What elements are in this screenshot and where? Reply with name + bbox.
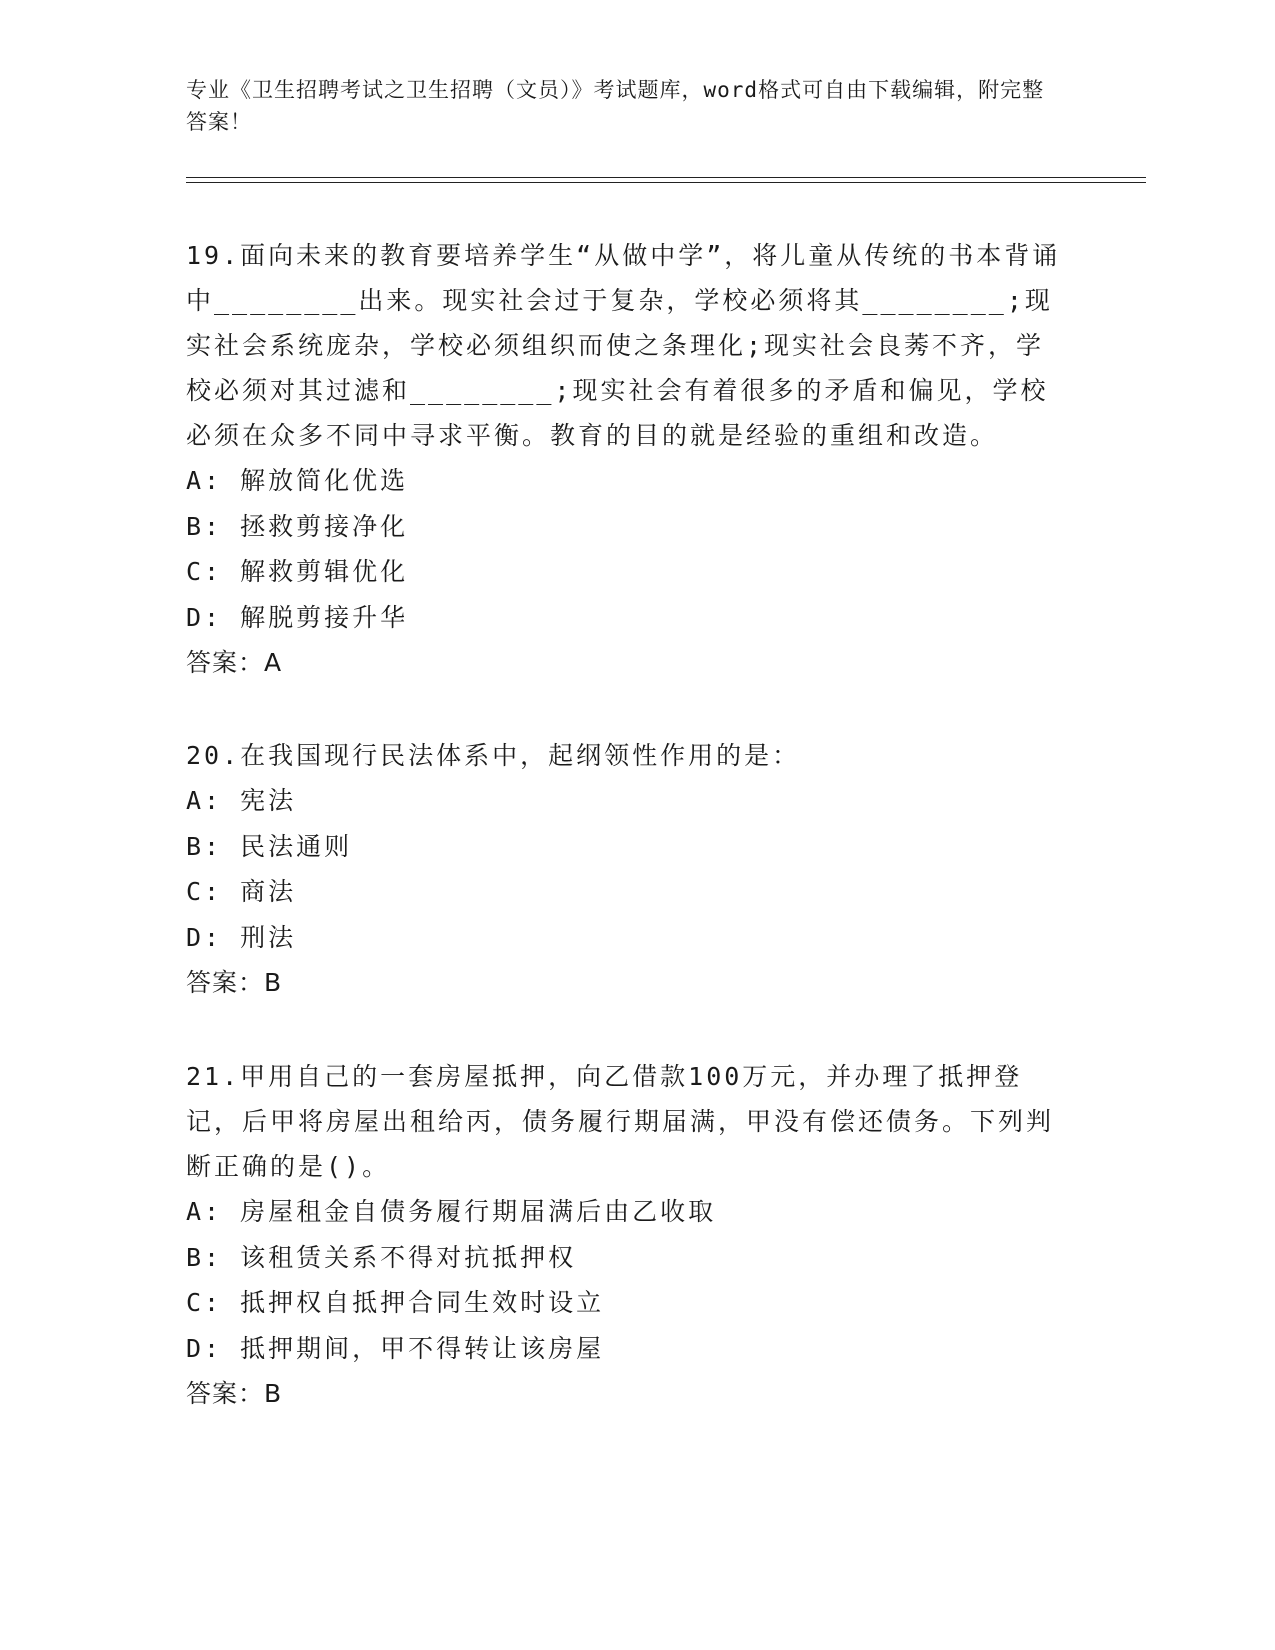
question-stem: 19.面向未来的教育要培养学生“从做中学”，将儿童从传统的书本背诵中________出来。现实社会过于复杂，学校必须将其________;现实社会系统庞杂，学校必须组织而使之条理化;现实社会良莠不齐，学校必须对其过滤和________;现实社会有着很多的矛盾和偏见，学校必须在众多不同中寻求平衡。教育的目的就是经验的重组和改造。 <box>186 241 1061 450</box>
header-divider-bottom <box>186 182 1146 183</box>
option-b: B: 该租赁关系不得对抗抵押权 <box>186 1242 577 1272</box>
option-c: C: 商法 <box>186 877 297 906</box>
option-a: A: 房屋租金自债务履行期届满后由乙收取 <box>186 1197 717 1226</box>
question-20 <box>186 733 1066 1006</box>
document-header: 专业《卫生招聘考试之卫生招聘（文员）》考试题库，word格式可自由下载编辑，附完整答案！ <box>186 78 1045 134</box>
header-divider-top <box>186 177 1146 178</box>
option-b: B: 民法通则 <box>186 831 353 861</box>
answer-label: 答案：B <box>186 1379 283 1408</box>
question-21 <box>186 1054 1066 1417</box>
option-d: D: 刑法 <box>186 922 297 952</box>
question-stem: 20.在我国现行民法体系中，起纲领性作用的是： <box>186 741 801 770</box>
question-19 <box>186 233 1066 686</box>
option-b: B: 拯救剪接净化 <box>186 511 409 541</box>
answer-label: 答案：A <box>186 648 283 677</box>
question-stem: 21.甲用自己的一套房屋抵押，向乙借款100万元，并办理了抵押登记，后甲将房屋出租给丙，债务履行期届满，甲没有偿还债务。下列判断正确的是()。 <box>186 1062 1055 1181</box>
option-d: D: 抵押期间，甲不得转让该房屋 <box>186 1333 605 1363</box>
option-c: C: 抵押权自抵押合同生效时设立 <box>186 1288 605 1317</box>
answer-label: 答案：B <box>186 968 283 997</box>
option-a: A: 解放简化优选 <box>186 466 409 495</box>
option-a: A: 宪法 <box>186 786 297 815</box>
option-c: C: 解救剪辑优化 <box>186 557 409 586</box>
option-d: D: 解脱剪接升华 <box>186 602 409 632</box>
